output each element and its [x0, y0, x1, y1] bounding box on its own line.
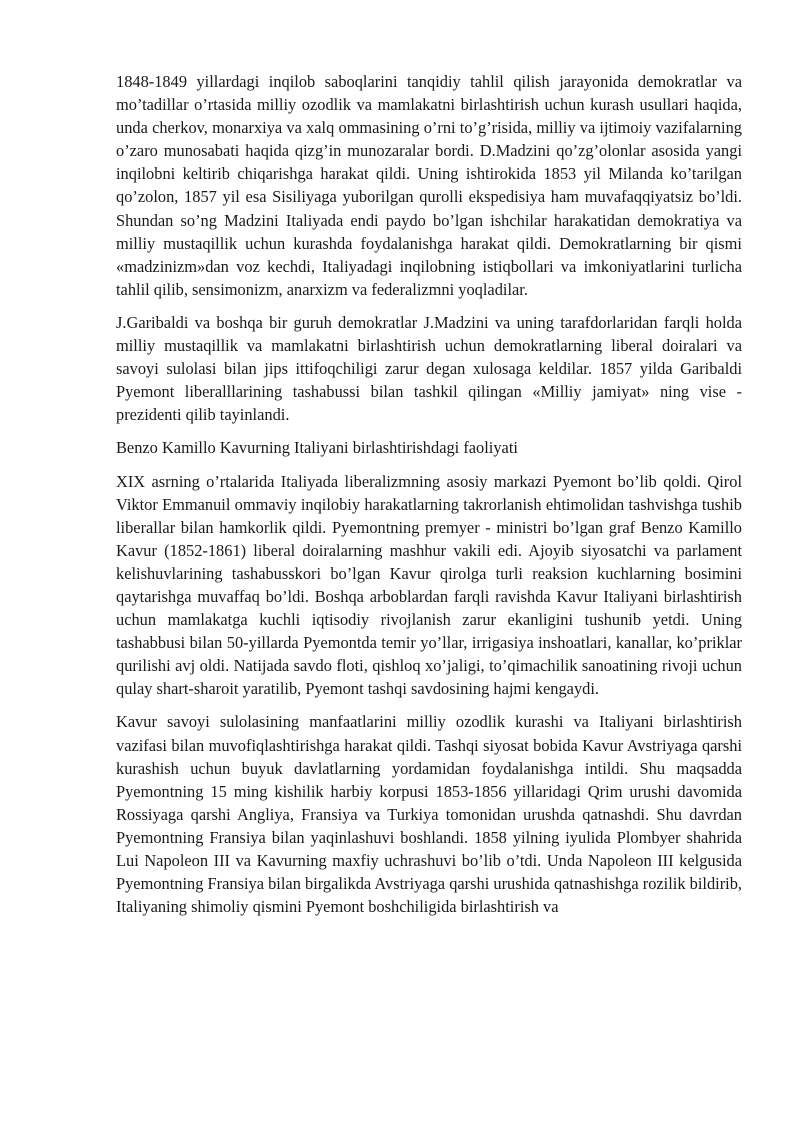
- section-heading: Benzo Kamillo Kavurning Italiyani birlashtirishdagi faoliyati: [116, 438, 518, 458]
- paragraph-1: 1848-1849 yillardagi inqilob saboqlarini tanqidiy tahlil qilish jarayonida demokratlar va mo’tadillar o’rtasida milliy ozodlik va mamlakatni birlashtirish uchun kurash usullari haqida, unda cherkov, monarxiya va xalq ommasining o’rni to’g’risida, milliy va ijtimoiy vazifalarning o’zaro munosabati haqida qizg’in munozaralar bordi. D.Madzini qo’zg’olonlar asosida yangi inqilobni keltirib chiqarishga harakat qildi. Uning ishtirokida 1853 yil Milanda ko’tarilgan qo’zolon, 1857 yil esa Sisiliyaga yuborilgan qurolli ekspedisiya ham muvafaqqiyatsiz bo’ldi. Shundan so’ng Madzini Italiyada endi paydo bo’lgan ishchilar harakatidan demokratiya va milliy mustaqillik uchun kurashda foydalanishga harakat qildi. Demokratlarning bir qismi «madzinizm»dan voz kechdi, Italiyadagi inqilobning istiqbollari va imkoniyatlarini turlicha tahlil qilib, sensimonizm, anarxizm va federalizmni yoqladilar.: [116, 72, 742, 299]
- paragraph-2: J.Garibaldi va boshqa bir guruh demokratlar J.Madzini va uning tarafdorlaridan farqli holda milliy mustaqillik va mamlakatni birlashtirish uchun demokratlarning liberal doiralari va savoyi sulolasi bilan jips ittifoqchiligi zarur degan xulosaga keldilar. 1857 yilda Garibaldi Pyemont liberalllarining tashabussi bilan tashkil qilingan «Milliy jamiyat» ning vise - prezidenti qilib tayinlandi.: [116, 312, 742, 425]
- paragraph-3: XIX asrning o’rtalarida Italiyada liberalizmning asosiy markazi Pyemont bo’lib qoldi. Qirol Viktor Emmanuil ommaviy inqilobiy harakatlarning takrorlanish ehtimolidan tashvishga tushib liberallar bilan hamkorlik qildi. Pyemontning premyer - ministri bo’lgan graf Benzo Kamillo Kavur (1852-1861) liberal doiralarning mashhur vakili edi. Ajoyib siyosatchi va parlament kelishuvlarining tashabusskori bo’lgan Kavur qirolga turli reaksion kuchlarning bosimini qaytarishga muvaffaq bo’ldi. Boshqa arboblardan farqli ravishda Kavur Italiyani birlashtirish uchun mamlakatga kuchli iqtisodiy rivojlanish zarur ekanligini tushunib yetdi. Uning tashabbusi bilan 50-yillarda Pyemontda temir yo’llar, irrigasiya inshoatlari, kanallar, ko’priklar qurilishi avj oldi. Natijada savdo floti, qishloq xo’jaligi, to’qimachilik sanoatining rivoji uchun qulay shart-sharoit yaratilib, Pyemont tashqi savdosining hajmi kengaydi.: [116, 471, 742, 699]
- document-page: [116, 70, 742, 928]
- paragraph-4: Kavur savoyi sulolasining manfaatlarini milliy ozodlik kurashi va Italiyani birlashtirish vazifasi bilan muvofiqlashtirishga harakat qildi. Tashqi siyosat bobida Kavur Avstriyaga qarshi kurashish uchun buyuk davlatlarning yordamidan foydalanishga intildi. Shu maqsadda Pyemontning 15 ming kishilik harbiy korpusi 1853-1856 yillaridagi Qrim urushi davomida Rossiyaga qarshi Angliya, Fransiya va Turkiya tomonidan urushda qatnashdi. Shu davrdan Pyemontning Fransiya bilan yaqinlashuvi boshlandi. 1858 yilning iyulida Plombyer shahrida Lui Napoleon III va Kavurning maxfiy uchrashuvi bo’lib o’tdi. Unda Napoleon III kelgusida Pyemontning Fransiya bilan birgalikda Avstriyaga qarshi urushida qatnashishga rozilik bildirib, Italiyaning shimoliy qismini Pyemont boshchiligida birlashtirish va: [116, 712, 742, 917]
